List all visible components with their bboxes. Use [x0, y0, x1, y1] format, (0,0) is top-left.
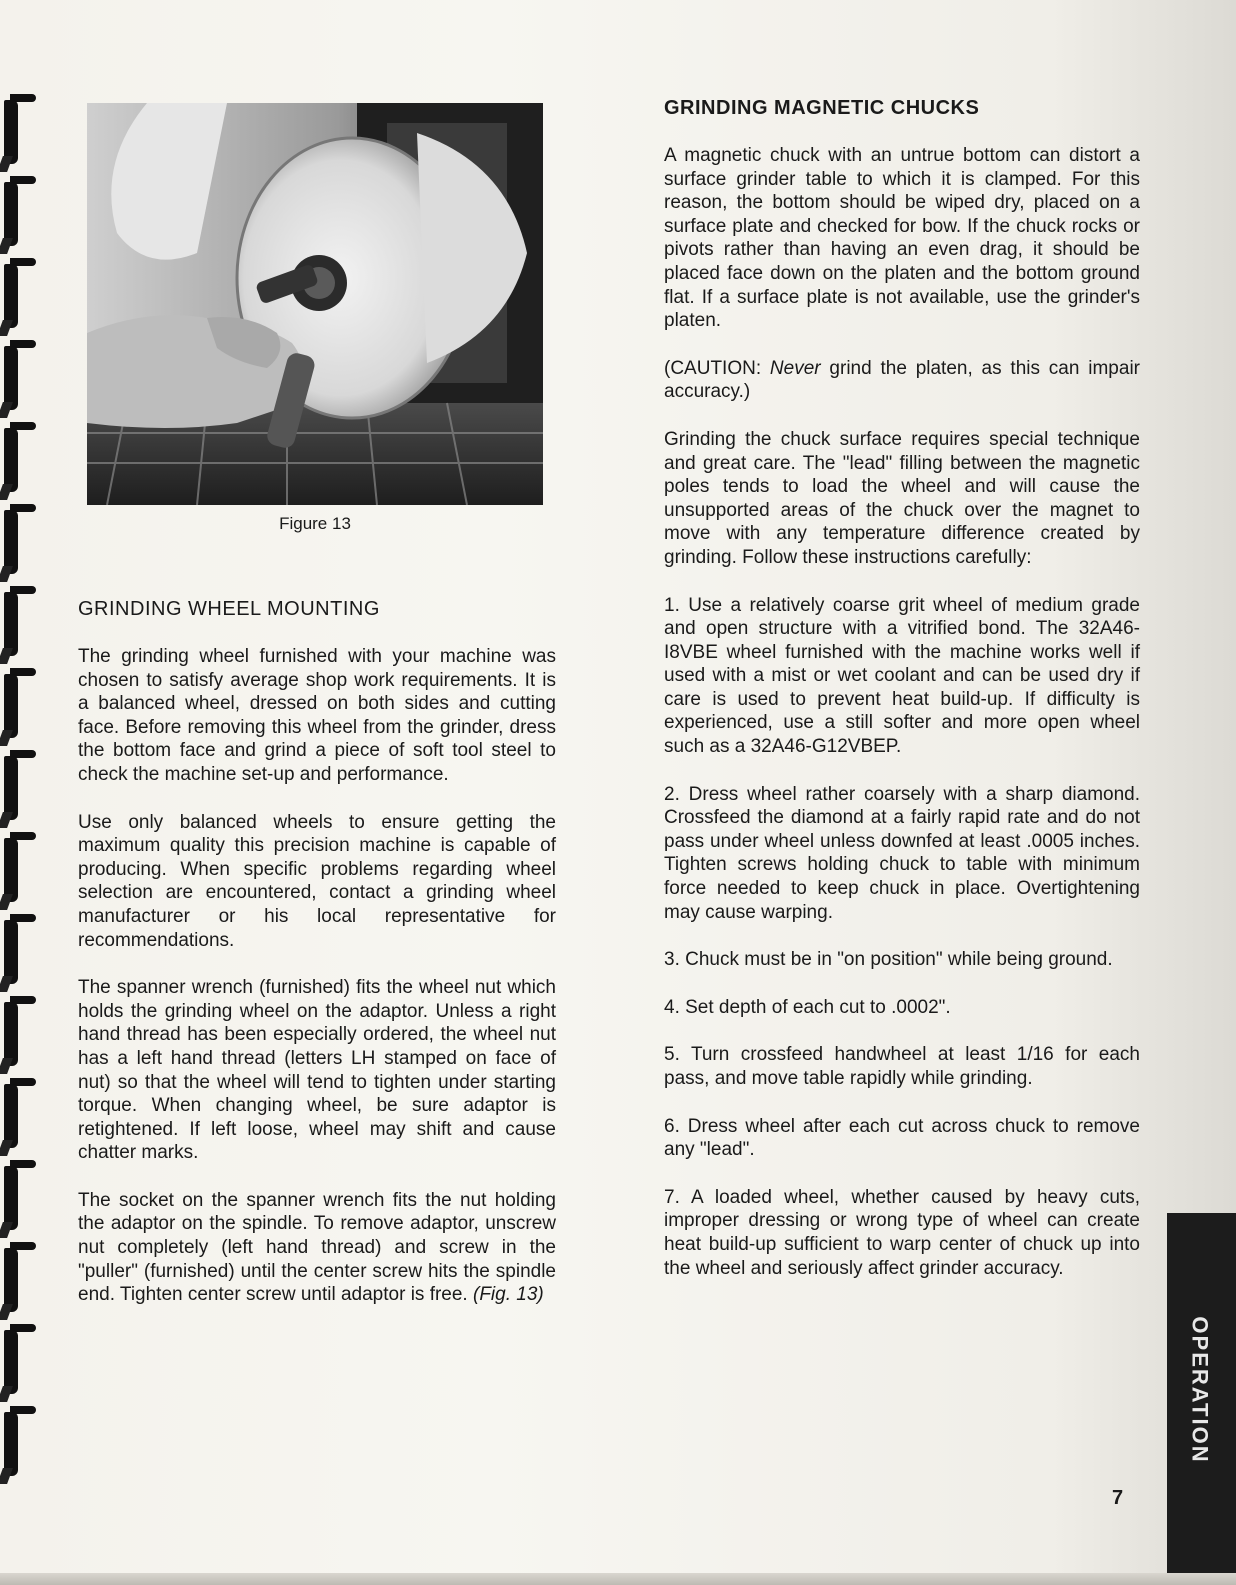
binding-coil [0, 674, 38, 746]
caution-emphasis: Never [769, 357, 821, 379]
binding-coil [0, 1084, 38, 1156]
paragraph [78, 1189, 556, 1307]
step-item: 4. Set depth of each cut to .0002". [664, 996, 951, 1018]
section-heading-wheel-mounting: GRINDING WHEEL MOUNTING [78, 598, 380, 620]
step-item: 3. Chuck must be in "on position" while being ground. [664, 949, 1113, 971]
spiral-binding [0, 90, 40, 1510]
paragraph: The grinding wheel furnished with your machine was chosen to satisfy average shop work requirements. It is a balanced wheel, dressed on both sides and cutting face. Before removing this wheel from the grinder, dress the bottom face and grind a piece of soft tool steel to check the machine set-up and performance. [78, 646, 556, 785]
right-column [664, 97, 1140, 1280]
section-tab-label [1170, 1316, 1230, 1464]
step-item: 5. Turn crossfeed handwheel at least 1/16 for each pass, and move table rapidly while grinding. [664, 1044, 1140, 1089]
binding-coil [0, 1002, 38, 1074]
step-item: 7. A loaded wheel, whether caused by heavy cuts, improper dressing or wrong type of wheel can create heat build-up sufficient to warp center of chuck up into the wheel and seriously affect grinder accuracy. [664, 1186, 1140, 1279]
binding-coil [0, 1330, 38, 1402]
binding-coil [0, 592, 38, 664]
binding-coil [0, 264, 38, 336]
section-tab-text: OPERATION [1188, 1316, 1213, 1464]
paragraph: Use only balanced wheels to ensure getting the maximum quality this precision machine is capable of producing. When specific problems regarding wheel selection are encountered, contact a grinding wheel manufacturer or his local representative for recommendations. [78, 811, 556, 951]
figure-caption: Figure 13 [279, 514, 351, 533]
section-heading-magnetic-chucks: GRINDING MAGNETIC CHUCKS [664, 97, 980, 119]
left-column [78, 598, 556, 1307]
binding-coil [0, 838, 38, 910]
binding-coil [0, 100, 38, 172]
page-bottom-edge [0, 1573, 1236, 1585]
binding-coil [0, 346, 38, 418]
paragraph: The spanner wrench (furnished) fits the wheel nut which holds the grinding wheel on the adaptor. Unless a right hand thread has been especially ordered, the wheel nut has a left hand thread (letters LH stamped on face of nut) so that the wheel will tend to tighten under starting torque. When changing wheel, be sure adaptor is retightened. If left loose, wheel may shift and cause chatter marks. [78, 977, 556, 1164]
paragraph: A magnetic chuck with an untrue bottom can distort a surface grinder table to which it is clamped. For this reason, the bottom should be wiped dry, placed on a surface plate and checked for bow. If the chuck rocks or pivots rather than having an even drag, it should be placed face down on the platen and the bottom ground flat. If a surface plate is not available, use the grinder's platen. [664, 145, 1140, 332]
binding-coil [0, 182, 38, 254]
paragraph-text: The socket on the spanner wrench fits the nut holding the adaptor on the spindle. To remove adaptor, unscrew nut completely (left hand thread) and screw in the "puller" (furnished) until the center screw hits the spindle end. Tighten center screw until adaptor is free. [78, 1189, 556, 1306]
caution-suffix: grind the platen, as this can impair accuracy.) [664, 357, 1140, 403]
binding-coil [0, 1248, 38, 1320]
figure-reference: (Fig. 13) [473, 1284, 544, 1306]
paragraph: Grinding the chuck surface requires special technique and great care. The "lead" filling between the magnetic poles tends to load the wheel and will cause the unsupported areas of the chuck over the magnet to move with any temperature difference created by grinding. Follow these instructions carefully: [664, 428, 1140, 568]
step-item: 1. Use a relatively coarse grit wheel of medium grade and open structure with a vitrified bond. The 32A46-I8VBE wheel furnished with the machine works well if used with a mist or wet coolant and can be used dry if care is used to prevent heat build-up. If difficulty is experienced, use a still softer and more open wheel such as a 32A46-G12VBEP. [664, 594, 1140, 758]
photo-hand-tightening-grinding-wheel-nut-icon [87, 103, 543, 505]
binding-coil [0, 756, 38, 828]
binding-coil [0, 1166, 38, 1238]
step-item: 6. Dress wheel after each cut across chuck to remove any "lead". [664, 1115, 1140, 1161]
binding-coil [0, 510, 38, 582]
figure-13-photo [87, 103, 543, 505]
binding-coil [0, 428, 38, 500]
step-item: 2. Dress wheel rather coarsely with a sharp diamond. Crossfeed the diamond at a fairly rapid rate and do not pass under wheel unless downfed at least .0005 inches. Tighten screws holding chuck to table with minimum force needed to keep chuck in place. Overtightening may cause warping. [664, 783, 1140, 923]
binding-coil [0, 920, 38, 992]
page-number: 7 [1112, 1487, 1124, 1509]
binding-coil [0, 1412, 38, 1484]
caution-prefix: (CAUTION: [664, 357, 770, 379]
caution-note [664, 357, 1140, 404]
